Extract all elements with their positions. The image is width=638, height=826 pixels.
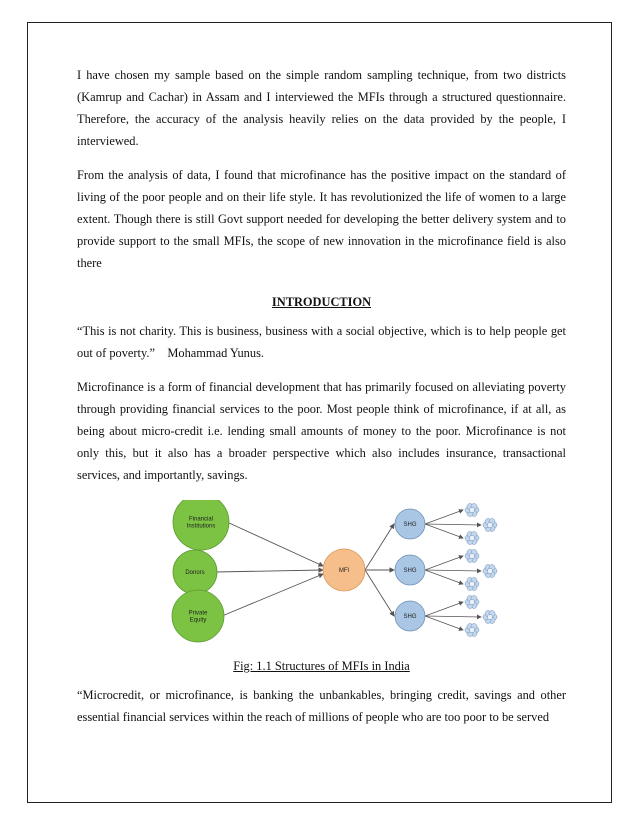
quote-yunus: [77, 320, 566, 364]
edge-shg-to-member: [425, 556, 463, 570]
member-flower-icon: [483, 565, 497, 578]
figure-caption: Fig: 1.1 Structures of MFIs in India: [233, 659, 410, 673]
member-flower-icon: [465, 578, 479, 591]
section-heading-introduction: INTRODUCTION: [271, 295, 372, 309]
source-node-donors: [173, 550, 217, 594]
paragraph-methodology: I have chosen my sample based on the simple random sampling technique, from two districts (Kamrup and Cachar) in Assam and I interviewed the MFIs through a structured questionnaire. Therefore, the accuracy of the analysis heavily relies on the data provided by the people, I interviewed.: [77, 68, 566, 148]
quote-text: “This is not charity. This is business, business with a social objective, which is to help people get out of poverty.”: [77, 324, 566, 360]
edge-shg-to-member: [425, 524, 463, 538]
page-content: [77, 64, 566, 728]
source-node-private-equity: [172, 590, 224, 642]
source-label: Financial Institutions: [186, 516, 216, 530]
edge-shg-to-member: [425, 570, 481, 571]
source-label: Private Equity: [188, 610, 208, 624]
edge-shg-to-member: [425, 524, 481, 525]
mfi-label: MFI: [338, 568, 350, 574]
shg-label: SHG: [403, 522, 417, 528]
member-flower-icon: [465, 596, 479, 609]
source-node-financial-institutions: [173, 500, 229, 550]
edge-shg-to-member: [425, 616, 463, 630]
document-page: [27, 22, 612, 803]
mfi-structure-diagram: [77, 500, 566, 650]
edge-shg-to-member: [425, 616, 481, 617]
shg-label: SHG: [403, 614, 417, 620]
edge-source-to-mfi: [215, 570, 323, 572]
shg-label: SHG: [403, 568, 417, 574]
paragraph-microfinance-definition: Microfinance is a form of financial development that has primarily focused on alleviating poverty through providing financial services to the poor. Most people think of microfinance, if at all, as being about micro-credit i.e. lending small amounts of money to the poor. Microfinance is not only this, but it also has a broader perspective which also includes insurance, transactional services, and importantly, savings.: [77, 380, 566, 482]
member-flower-icon: [483, 519, 497, 532]
edge-source-to-mfi: [227, 522, 323, 566]
edge-shg-to-member: [425, 602, 463, 616]
edge-shg-to-member: [425, 570, 463, 584]
edge-mfi-to-shg: [365, 524, 394, 570]
member-flower-icon: [465, 550, 479, 563]
member-flower-icon: [465, 504, 479, 517]
member-flower-icon: [465, 624, 479, 637]
mfi-node: [323, 549, 365, 591]
edge-shg-to-member: [425, 510, 463, 524]
member-flower-icon: [483, 611, 497, 624]
edge-source-to-mfi: [222, 574, 323, 616]
paragraph-findings: From the analysis of data, I found that microfinance has the positive impact on the standard of living of the poor people and on their life style. It has revolutionized the life of women to a large extent. Though there is still Govt support needed for developing the better delivery system and to provide support to the small MFIs, the scope of new innovation in the microfinance field is also there: [77, 168, 566, 270]
paragraph-microcredit-quote: “Microcredit, or microfinance, is banking the unbankables, bringing credit, savings and other essential financial services within the reach of millions of people who are too poor to be served: [77, 688, 566, 724]
quote-author: Mohammad Yunus.: [167, 346, 264, 360]
diagram-svg: [77, 500, 566, 650]
member-flower-icon: [465, 532, 479, 545]
edge-mfi-to-shg: [365, 570, 394, 616]
diagram-nodes: [172, 500, 497, 642]
source-label: Donors: [185, 570, 205, 576]
